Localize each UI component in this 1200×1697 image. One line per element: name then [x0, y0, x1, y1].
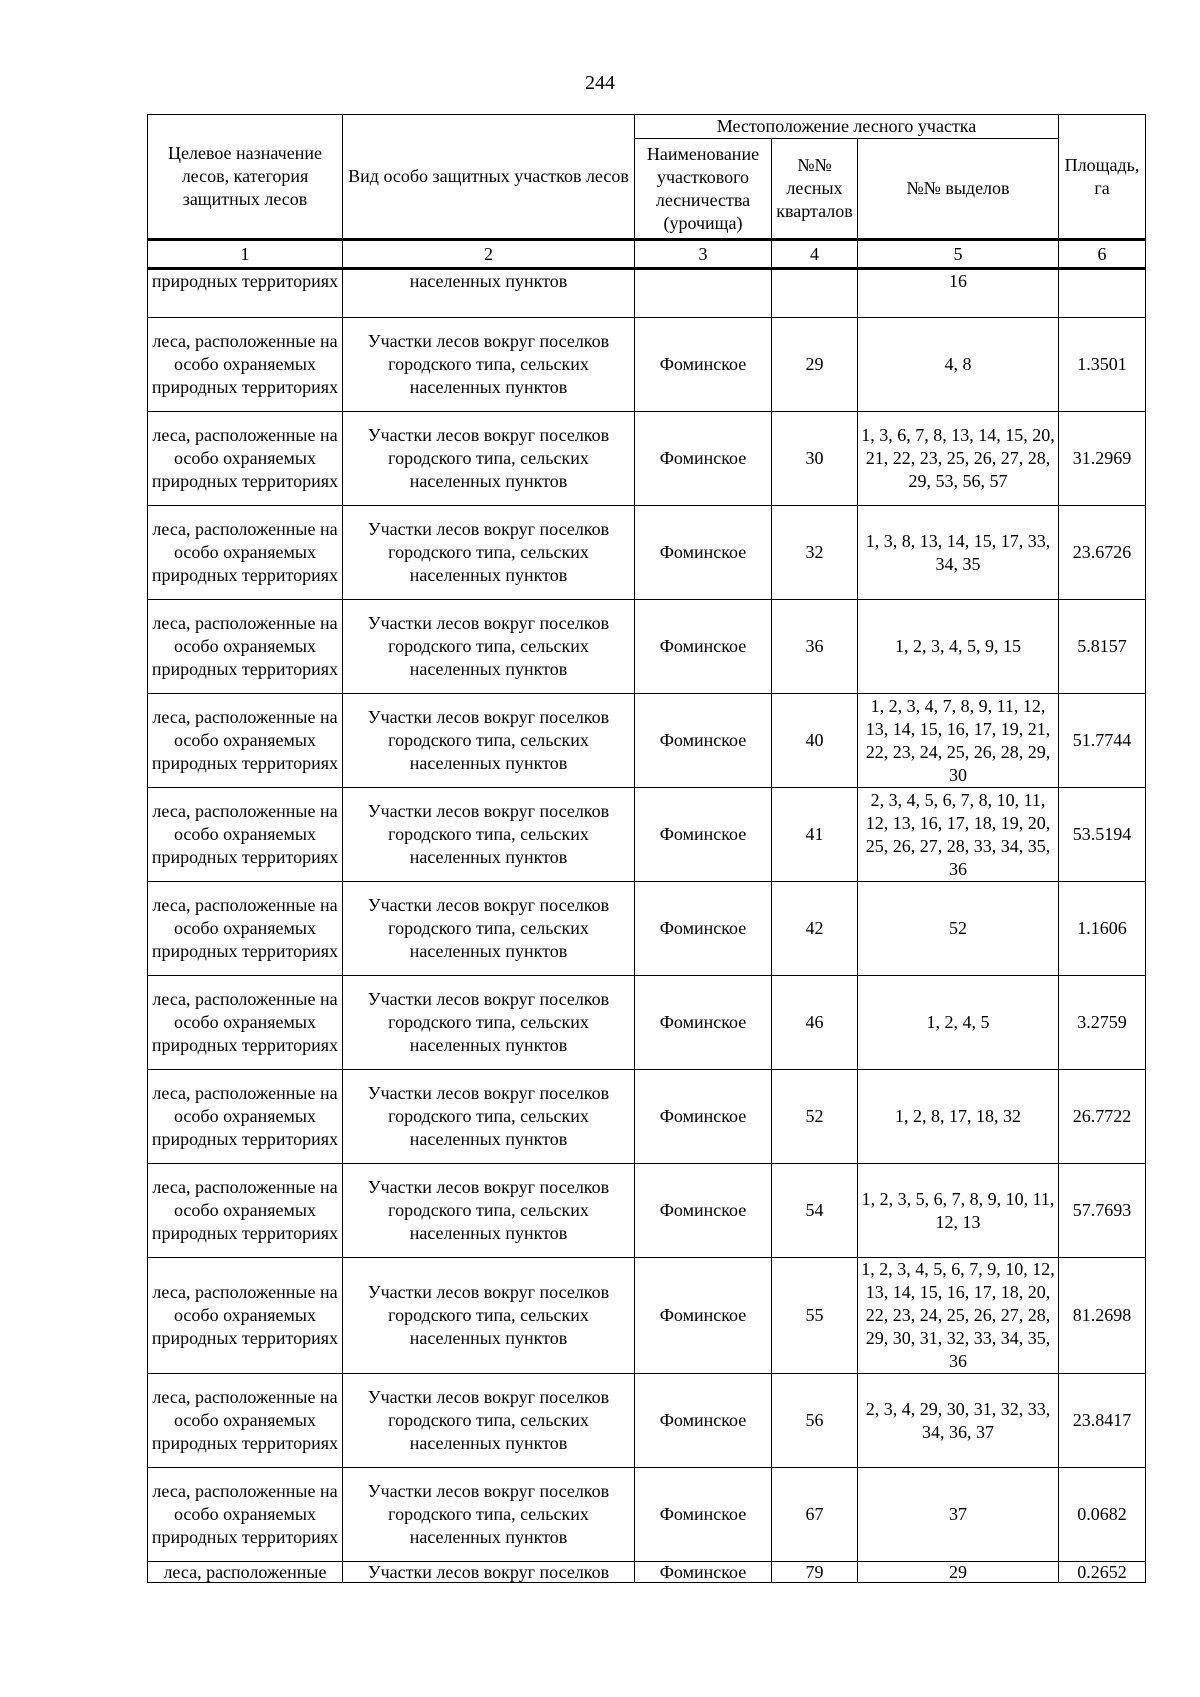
cell-forestry: Фоминское [635, 1070, 772, 1164]
table-row [148, 600, 1146, 694]
table-row [148, 269, 1146, 318]
cell-quarter: 52 [772, 1070, 858, 1164]
cell-area: 0.2652 [1059, 1562, 1146, 1583]
cell-forestry: Фоминское [635, 1562, 772, 1583]
cell-purpose: природных территориях [148, 269, 343, 318]
cell-sections: 16 [858, 269, 1059, 318]
table-row [148, 976, 1146, 1070]
cell-purpose: леса, расположенные на особо охраняемых природных территориях [148, 1258, 343, 1374]
cell-forestry: Фоминское [635, 1468, 772, 1562]
cell-area: 81.2698 [1059, 1258, 1146, 1374]
cell-type: Участки лесов вокруг поселков городского типа, сельских населенных пунктов [343, 1258, 635, 1374]
cell-forestry: Фоминское [635, 976, 772, 1070]
column-number: 1 [148, 240, 343, 269]
cell-area: 23.8417 [1059, 1374, 1146, 1468]
cell-forestry: Фоминское [635, 882, 772, 976]
cell-purpose: леса, расположенные на особо охраняемых природных территориях [148, 976, 343, 1070]
cell-sections: 1, 2, 3, 4, 5, 6, 7, 9, 10, 12, 13, 14, 15, 16, 17, 18, 20, 22, 23, 24, 25, 26, 27, 28, 29, 30, 31, 32, 33, 34, 35, 36 [858, 1258, 1059, 1374]
cell-type: Участки лесов вокруг поселков городского типа, сельских населенных пунктов [343, 976, 635, 1070]
cell-type: Участки лесов вокруг поселков [343, 1562, 635, 1583]
table-row [148, 694, 1146, 788]
cell-quarter: 55 [772, 1258, 858, 1374]
cell-area: 23.6726 [1059, 506, 1146, 600]
page-number: 244 [585, 72, 615, 94]
table-row [148, 1562, 1146, 1583]
table-row [148, 412, 1146, 506]
cell-quarter: 40 [772, 694, 858, 788]
cell-forestry [635, 269, 772, 318]
table-row [148, 1258, 1146, 1374]
cell-forestry: Фоминское [635, 1258, 772, 1374]
cell-sections: 1, 2, 8, 17, 18, 32 [858, 1070, 1059, 1164]
cell-purpose: леса, расположенные на особо охраняемых природных территориях [148, 506, 343, 600]
table-row [148, 882, 1146, 976]
cell-type: Участки лесов вокруг поселков городского типа, сельских населенных пунктов [343, 412, 635, 506]
cell-area: 26.7722 [1059, 1070, 1146, 1164]
column-number: 2 [343, 240, 635, 269]
cell-forestry: Фоминское [635, 1164, 772, 1258]
cell-purpose: леса, расположенные на особо охраняемых природных территориях [148, 1468, 343, 1562]
header-forestry: Наименование участкового лесничества (урочища) [635, 139, 772, 240]
cell-purpose: леса, расположенные на особо охраняемых природных территориях [148, 1164, 343, 1258]
cell-quarter: 67 [772, 1468, 858, 1562]
header-area: Площадь, га [1059, 115, 1146, 240]
column-number: 3 [635, 240, 772, 269]
cell-purpose: леса, расположенные на особо охраняемых природных территориях [148, 1070, 343, 1164]
cell-quarter: 54 [772, 1164, 858, 1258]
cell-sections: 52 [858, 882, 1059, 976]
cell-area: 1.3501 [1059, 318, 1146, 412]
header-type: Вид особо защитных участков лесов [343, 115, 635, 240]
cell-sections: 2, 3, 4, 5, 6, 7, 8, 10, 11, 12, 13, 16, 17, 18, 19, 20, 25, 26, 27, 28, 33, 34, 35, 36 [858, 788, 1059, 882]
cell-quarter [772, 269, 858, 318]
cell-sections: 1, 2, 4, 5 [858, 976, 1059, 1070]
column-number: 5 [858, 240, 1059, 269]
column-number: 4 [772, 240, 858, 269]
cell-purpose: леса, расположенные на особо охраняемых природных территориях [148, 694, 343, 788]
cell-purpose: леса, расположенные на особо охраняемых природных территориях [148, 788, 343, 882]
cell-type: Участки лесов вокруг поселков городского типа, сельских населенных пунктов [343, 694, 635, 788]
cell-quarter: 79 [772, 1562, 858, 1583]
cell-purpose: леса, расположенные на особо охраняемых природных территориях [148, 882, 343, 976]
cell-sections: 2, 3, 4, 29, 30, 31, 32, 33, 34, 36, 37 [858, 1374, 1059, 1468]
cell-area: 31.2969 [1059, 412, 1146, 506]
cell-forestry: Фоминское [635, 1374, 772, 1468]
cell-purpose: леса, расположенные [148, 1562, 343, 1583]
cell-area: 5.8157 [1059, 600, 1146, 694]
cell-quarter: 29 [772, 318, 858, 412]
cell-quarter: 42 [772, 882, 858, 976]
cell-purpose: леса, расположенные на особо охраняемых природных территориях [148, 318, 343, 412]
cell-area: 1.1606 [1059, 882, 1146, 976]
header-purpose: Целевое назначение лесов, категория защитных лесов [148, 115, 343, 240]
cell-forestry: Фоминское [635, 412, 772, 506]
cell-sections: 1, 3, 8, 13, 14, 15, 17, 33, 34, 35 [858, 506, 1059, 600]
table-row [148, 1468, 1146, 1562]
cell-type: Участки лесов вокруг поселков городского типа, сельских населенных пунктов [343, 506, 635, 600]
cell-sections: 1, 2, 3, 5, 6, 7, 8, 9, 10, 11, 12, 13 [858, 1164, 1059, 1258]
cell-quarter: 56 [772, 1374, 858, 1468]
table-row [148, 1374, 1146, 1468]
cell-area: 57.7693 [1059, 1164, 1146, 1258]
cell-forestry: Фоминское [635, 788, 772, 882]
cell-type: Участки лесов вокруг поселков городского типа, сельских населенных пунктов [343, 1070, 635, 1164]
cell-area: 53.5194 [1059, 788, 1146, 882]
column-number: 6 [1059, 240, 1146, 269]
cell-quarter: 46 [772, 976, 858, 1070]
cell-sections: 4, 8 [858, 318, 1059, 412]
cell-forestry: Фоминское [635, 318, 772, 412]
table-row [148, 506, 1146, 600]
cell-type: Участки лесов вокруг поселков городского типа, сельских населенных пунктов [343, 1164, 635, 1258]
cell-quarter: 32 [772, 506, 858, 600]
cell-quarter: 41 [772, 788, 858, 882]
cell-forestry: Фоминское [635, 694, 772, 788]
header-quarter: №№ лесных кварталов [772, 139, 858, 240]
cell-type: Участки лесов вокруг поселков городского типа, сельских населенных пунктов [343, 788, 635, 882]
cell-type: Участки лесов вокруг поселков городского типа, сельских населенных пунктов [343, 882, 635, 976]
table-row [148, 1164, 1146, 1258]
forest-plots-table [147, 114, 1146, 1583]
table-row [148, 318, 1146, 412]
cell-quarter: 30 [772, 412, 858, 506]
cell-purpose: леса, расположенные на особо охраняемых природных территориях [148, 1374, 343, 1468]
cell-sections: 1, 2, 3, 4, 7, 8, 9, 11, 12, 13, 14, 15, 16, 17, 19, 21, 22, 23, 24, 25, 26, 28, 29, 30 [858, 694, 1059, 788]
table-row [148, 788, 1146, 882]
cell-type: Участки лесов вокруг поселков городского типа, сельских населенных пунктов [343, 1468, 635, 1562]
cell-type: населенных пунктов [343, 269, 635, 318]
cell-sections: 1, 2, 3, 4, 5, 9, 15 [858, 600, 1059, 694]
column-numbers-row [148, 240, 1146, 269]
cell-type: Участки лесов вокруг поселков городского типа, сельских населенных пунктов [343, 318, 635, 412]
cell-type: Участки лесов вокруг поселков городского типа, сельских населенных пунктов [343, 1374, 635, 1468]
cell-type: Участки лесов вокруг поселков городского типа, сельских населенных пунктов [343, 600, 635, 694]
cell-purpose: леса, расположенные на особо охраняемых природных территориях [148, 412, 343, 506]
table-row [148, 1070, 1146, 1164]
cell-area [1059, 269, 1146, 318]
header-location-group: Местоположение лесного участка [635, 115, 1059, 139]
cell-sections: 29 [858, 1562, 1059, 1583]
cell-forestry: Фоминское [635, 600, 772, 694]
cell-area: 51.7744 [1059, 694, 1146, 788]
cell-area: 3.2759 [1059, 976, 1146, 1070]
cell-forestry: Фоминское [635, 506, 772, 600]
cell-sections: 37 [858, 1468, 1059, 1562]
cell-sections: 1, 3, 6, 7, 8, 13, 14, 15, 20, 21, 22, 23, 25, 26, 27, 28, 29, 53, 56, 57 [858, 412, 1059, 506]
header-sections: №№ выделов [858, 139, 1059, 240]
cell-quarter: 36 [772, 600, 858, 694]
cell-area: 0.0682 [1059, 1468, 1146, 1562]
cell-purpose: леса, расположенные на особо охраняемых природных территориях [148, 600, 343, 694]
